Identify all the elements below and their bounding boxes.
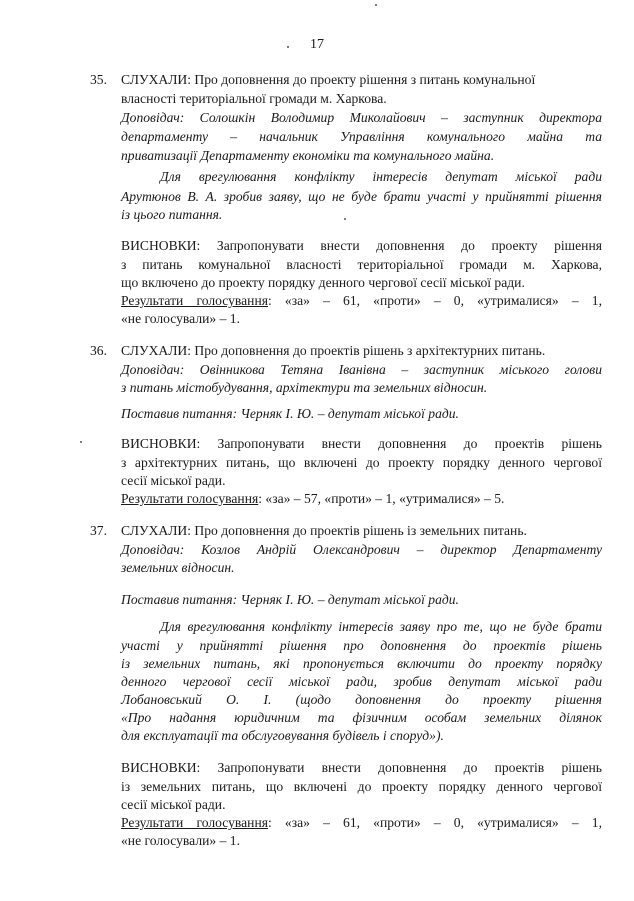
voting-results-text: «не голосували» – 1. bbox=[121, 311, 240, 326]
heard-line bbox=[121, 341, 545, 360]
speaker-line: Доповідач: Солошкін Володимир Миколайович – заступник директора bbox=[121, 110, 602, 125]
scan-speck bbox=[80, 441, 82, 443]
conclusion-text: Запропонувати внести доповнення до проектів рішень bbox=[200, 436, 602, 451]
conclusion-text: Запропонувати внести доповнення до проекту рішення bbox=[200, 238, 602, 253]
conclusion-label: ВИСНОВКИ: bbox=[121, 760, 201, 775]
item-number: 35. bbox=[90, 72, 107, 87]
heard-text: власності територіальної громади м. Харкова. bbox=[121, 91, 387, 106]
conflict-note: денного чергової сесії міської ради, зробив депутат міської ради bbox=[121, 674, 602, 689]
conflict-note: Для врегулювання конфлікту інтересів заяву про те, що не буде брати bbox=[160, 619, 602, 634]
speaker-line: земельних відносин. bbox=[121, 560, 235, 575]
conflict-note: «Про надання юридичним та фізичним особам земельних ділянок bbox=[121, 710, 602, 725]
conflict-note: для експлуатації та обслуговування будівель і споруд»). bbox=[121, 728, 444, 743]
scan-speck bbox=[287, 46, 289, 48]
speaker-line: з питань містобудування, архітектури та земельних відносин. bbox=[121, 380, 488, 395]
voting-results-text: : «за» – 57, «проти» – 1, «утрималися» – 5. bbox=[258, 491, 505, 506]
page-number: 17 bbox=[310, 37, 324, 52]
conclusion-text: що включено до проекту порядку денного чергової сесії міської ради. bbox=[121, 275, 525, 290]
heard-label: СЛУХАЛИ: bbox=[121, 72, 192, 87]
conflict-note: Для врегулювання конфлікту інтересів депутат міської ради bbox=[160, 169, 602, 184]
conclusion-line bbox=[121, 236, 602, 255]
heard-label: СЛУХАЛИ: bbox=[121, 523, 192, 538]
voting-results bbox=[121, 489, 504, 508]
item-number: 37. bbox=[90, 523, 107, 538]
voting-results-label: Результати голосування bbox=[121, 815, 268, 830]
conflict-note: Лобановський О. І. (щодо доповнення до проекту рішення bbox=[121, 692, 602, 707]
heard-line bbox=[121, 521, 527, 540]
heard-text: Про доповнення до проектів рішень з архітектурних питань. bbox=[191, 343, 546, 358]
speaker-line: Доповідач: Козлов Андрій Олександрович – директор Департаменту bbox=[121, 542, 602, 557]
voting-results-text: : «за» – 61, «проти» – 0, «утрималися» – 1, bbox=[268, 293, 602, 308]
conclusion-line bbox=[121, 434, 602, 453]
voting-results-label: Результати голосування bbox=[121, 491, 259, 506]
conclusion-label: ВИСНОВКИ: bbox=[121, 436, 201, 451]
raised-by: Поставив питання: Черняк І. Ю. – депутат міської ради. bbox=[121, 406, 459, 421]
speaker-line: департаменту – начальник Управління комунального майна та bbox=[121, 129, 602, 144]
heard-line bbox=[121, 70, 602, 89]
item-number: 36. bbox=[90, 343, 107, 358]
conclusion-text: з питань комунальної власності територіальної громади м. Харкова, bbox=[121, 257, 602, 272]
voting-results-label: Результати голосування bbox=[121, 293, 268, 308]
voting-results-text: «не голосували» – 1. bbox=[121, 833, 240, 848]
conclusion-text: з архітектурних питань, що включені до проекту порядку денного чергової bbox=[121, 455, 602, 470]
conclusion-text: сесії міської ради. bbox=[121, 797, 226, 812]
scan-speck bbox=[375, 4, 377, 6]
conclusion-line bbox=[121, 758, 602, 777]
heard-text: Про доповнення до проекту рішення з питань комунальної bbox=[191, 72, 536, 87]
voting-results-text: : «за» – 61, «проти» – 0, «утрималися» – 1, bbox=[268, 815, 602, 830]
conflict-note: із цього питання. bbox=[121, 207, 223, 222]
heard-label: СЛУХАЛИ: bbox=[121, 343, 192, 358]
conflict-note: із земельних питань, які пропонується включити до проекту порядку bbox=[121, 656, 602, 671]
conclusion-text: із земельних питань, що включені до проекту порядку денного чергової bbox=[121, 779, 602, 794]
heard-text: Про доповнення до проектів рішень із земельних питань. bbox=[191, 523, 527, 538]
voting-results bbox=[121, 291, 602, 310]
conclusion-text: сесії міської ради. bbox=[121, 473, 226, 488]
raised-by: Поставив питання: Черняк І. Ю. – депутат міської ради. bbox=[121, 592, 459, 607]
speaker-line: приватизації Департаменту економіки та комунального майна. bbox=[121, 148, 495, 163]
conclusion-label: ВИСНОВКИ: bbox=[121, 238, 201, 253]
conflict-note: участі у прийнятті рішення про доповнення до проектів рішень bbox=[121, 638, 602, 653]
scan-speck bbox=[344, 218, 346, 220]
speaker-line: Доповідач: Овінникова Тетяна Іванівна – заступник міського голови bbox=[121, 362, 602, 377]
conflict-note: Арутюнов В. А. зробив заяву, що не буде брати участі у прийнятті рішення bbox=[121, 189, 602, 204]
voting-results bbox=[121, 813, 602, 832]
conclusion-text: Запропонувати внести доповнення до проектів рішень bbox=[200, 760, 602, 775]
